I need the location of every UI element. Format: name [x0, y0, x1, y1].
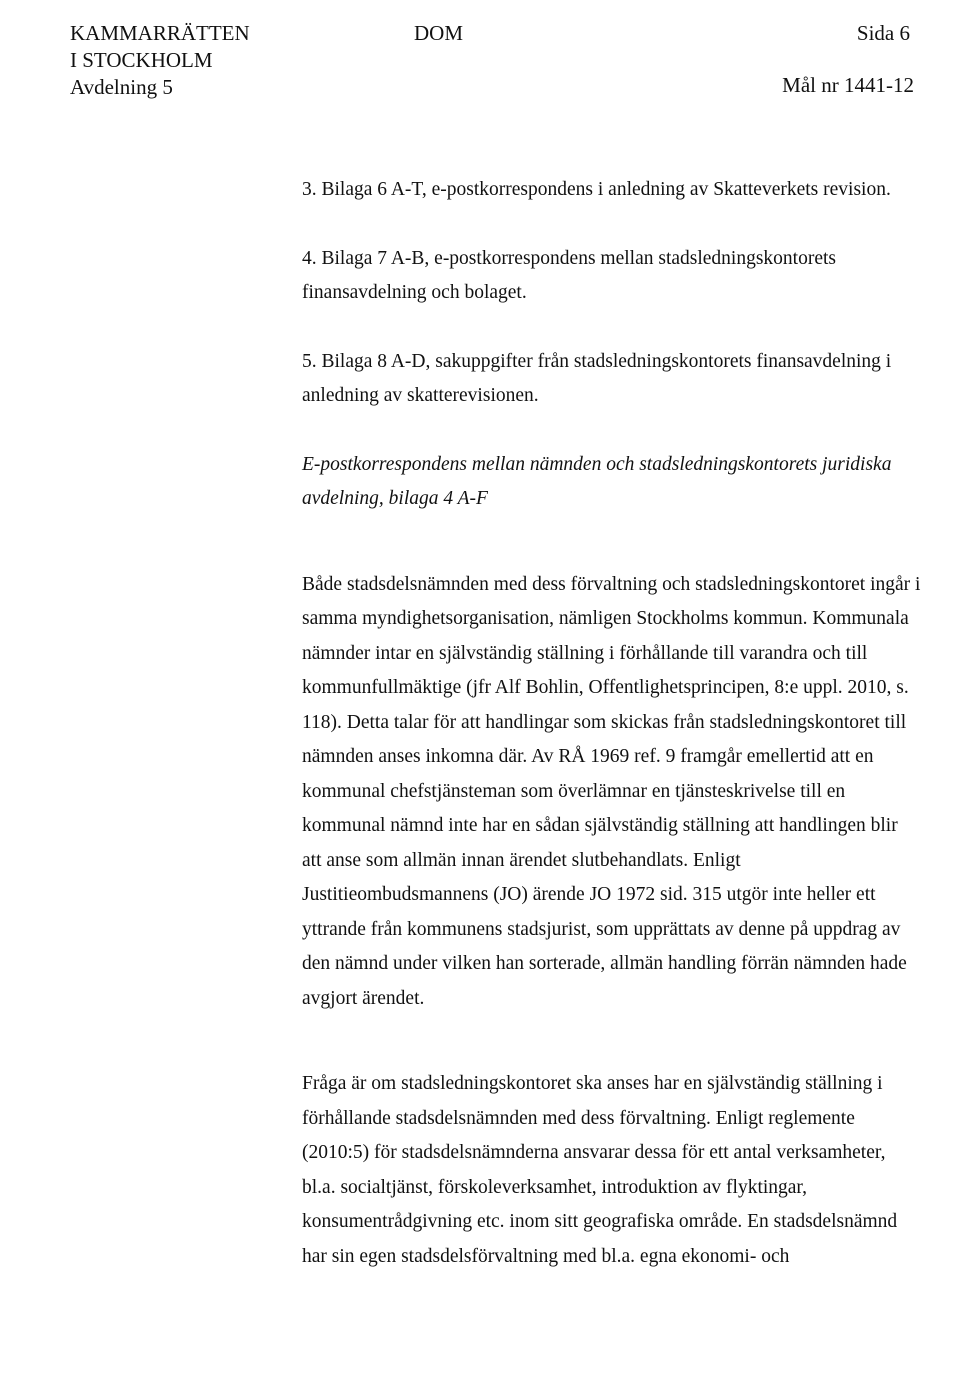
court-name-line2: I STOCKHOLM — [70, 48, 213, 72]
document-type: DOM — [414, 21, 464, 45]
division-label: Avdelning 5 — [70, 75, 173, 99]
page-number: Sida 6 — [856, 21, 910, 45]
court-name-line1: KAMMARRÄTTEN — [70, 21, 250, 45]
document-body — [302, 173, 922, 1274]
section-subheading: E-postkorrespondens mellan nämnden och stadsledningskontorets juridiska avdelning, bilaga 4 A-F — [302, 453, 892, 509]
case-number: Mål nr 1441-12 — [782, 73, 914, 97]
list-item-4: 4. Bilaga 7 A-B, e-postkorrespondens mellan stadsledningskontorets finansavdelning och bolaget. — [302, 247, 837, 303]
body-paragraph-1: Både stadsdelsnämnden med dess förvaltning och stadsledningskontoret ingår i samma myndighetsorganisation, nämligen Stockholms kommun. Kommunala nämnder intar en självständig ställning i förhållande till varandra och till kommunfullmäktige (jfr Alf Bohlin, Offentlighetsprincipen, 8:e uppl. 2010, s. 118). Detta talar för att handlingar som skickas från stadsledningskontoret till nämnden anses inkomna där. Av RÅ 1969 ref. 9 framgår emellertid att en kommunal chefstjänsteman som överlämnar en tjänsteskrivelse till en kommunal nämnd inte har en sådan självständig ställning att handlingen blir att anse som allmän innan ärendet slutbehandlats. Enligt Justitieombudsmannens (JO) ärende JO 1972 sid. 315 utgör inte heller ett yttrande från kommunens stadsjurist, som upprättats av denne på uppdrag av den nämnd under vilken han sorterade, allmän handling förrän nämnden hade avgjort ärendet. — [302, 573, 921, 1009]
court-header — [70, 20, 250, 101]
list-item-5: 5. Bilaga 8 A-D, sakuppgifter från stadsledningskontorets finansavdelning i anledning av skatterevisionen. — [302, 350, 892, 406]
list-item-3: 3. Bilaga 6 A-T, e-postkorrespondens i anledning av Skatteverkets revision. — [302, 179, 891, 200]
body-paragraph-2: Fråga är om stadsledningskontoret ska anses har en självständig ställning i förhållande stadsdelsnämnden med dess förvaltning. Enligt reglemente (2010:5) för stadsdelsnämnderna ansvarar dessa för ett antal verksamheter, bl.a. socialtjänst, förskoleverksamhet, introduktion av flyktingar, konsumentrådgivning etc. inom sitt geografiska område. En stadsdelsnämnd har sin egen stadsdelsförvaltning med bl.a. egna ekonomi- och — [302, 1073, 898, 1267]
